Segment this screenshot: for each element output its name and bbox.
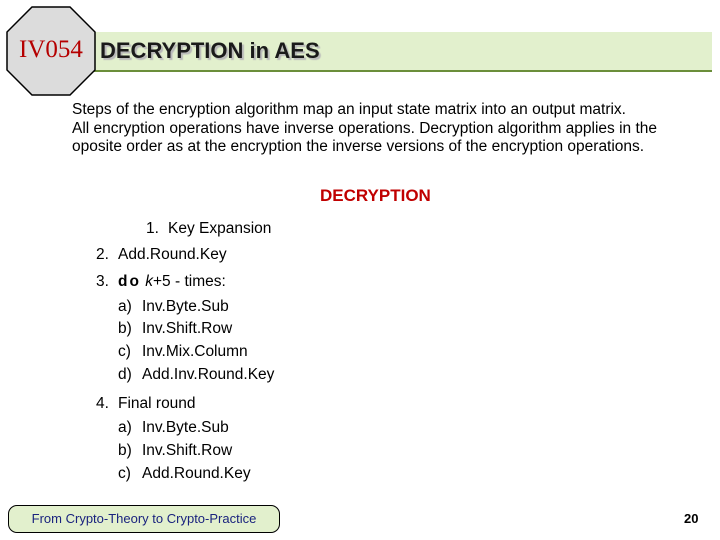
substep-mark: a) — [118, 298, 132, 315]
header-divider — [60, 70, 712, 72]
substep-label: Inv.Byte.Sub — [142, 298, 229, 315]
step-label: +5 - times: — [153, 273, 226, 290]
step-2 — [96, 246, 227, 264]
step-number: 1. — [146, 220, 159, 237]
substep-3a — [118, 298, 229, 316]
course-code: IV054 — [19, 36, 83, 63]
step-number: 4. — [96, 395, 109, 412]
substep-mark: a) — [118, 419, 132, 436]
step-number: 2. — [96, 246, 109, 263]
page-number: 20 — [684, 511, 699, 526]
substep-3d — [118, 366, 274, 384]
footer-course-badge: From Crypto-Theory to Crypto-Practice — [8, 505, 280, 533]
substep-3c — [118, 343, 248, 361]
step-3 — [96, 273, 226, 291]
substep-mark: c) — [118, 343, 131, 360]
substep-label: Add.Inv.Round.Key — [142, 366, 275, 383]
step-label: Final round — [118, 395, 196, 412]
substep-mark: b) — [118, 320, 132, 337]
substep-label: Inv.Byte.Sub — [142, 419, 229, 436]
substep-mark: d) — [118, 366, 132, 383]
substep-label: Inv.Shift.Row — [142, 320, 233, 337]
step-label: Key Expansion — [168, 220, 272, 237]
substep-4c — [118, 465, 251, 483]
substep-label: Add.Round.Key — [142, 465, 251, 482]
substep-mark: c) — [118, 465, 131, 482]
substep-label: Inv.Mix.Column — [142, 343, 248, 360]
substep-mark: b) — [118, 442, 132, 459]
step-label: Add.Round.Key — [118, 246, 227, 263]
step-4 — [96, 395, 196, 413]
step-number: 3. — [96, 273, 109, 290]
substep-3b — [118, 320, 232, 338]
intro-text — [72, 101, 694, 157]
section-title: DECRYPTION — [320, 186, 431, 205]
slide-title: DECRYPTION in AES — [100, 38, 320, 63]
step-1 — [146, 220, 271, 238]
substep-4a — [118, 419, 229, 437]
step-keyword: do — [118, 273, 141, 290]
intro-line-1: Steps of the encryption algorithm map an input state matrix into an output matrix. — [72, 101, 626, 118]
intro-line-2: All encryption operations have inverse operations. Decryption algorithm applies in the oposite order as at the encryption the inverse versions of the encryption operations. — [72, 119, 658, 155]
substep-4b — [118, 442, 232, 460]
step-variable: k — [145, 273, 153, 290]
substep-label: Inv.Shift.Row — [142, 442, 233, 459]
